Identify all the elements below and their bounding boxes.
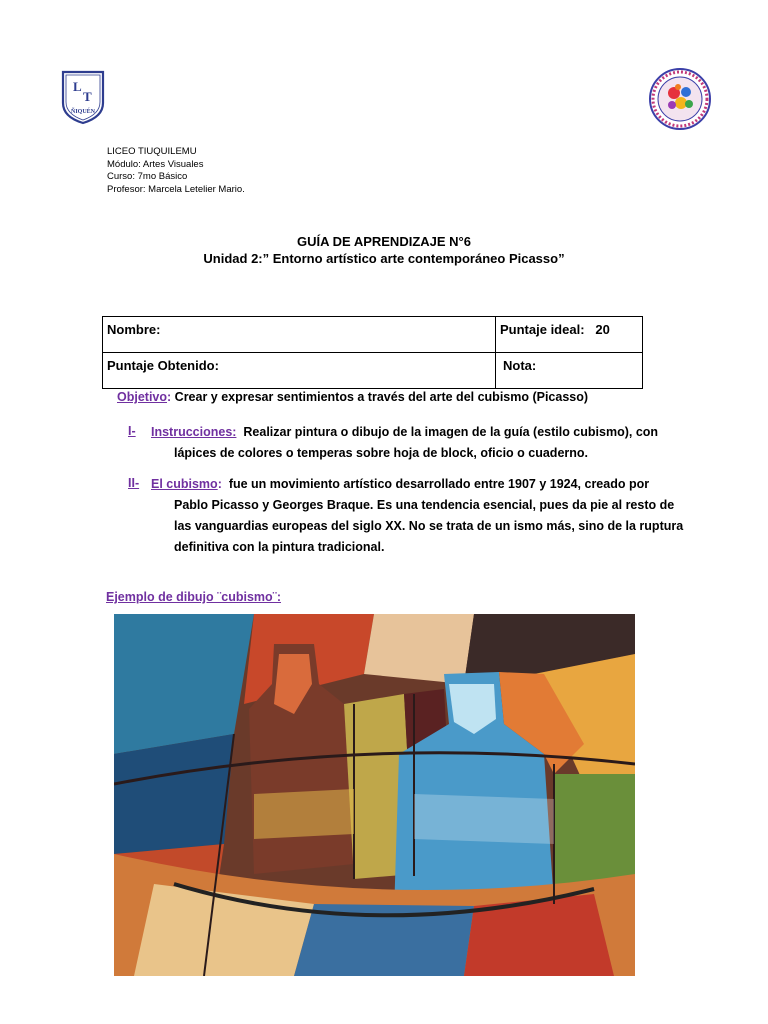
school-name: LICEO TIUQUILEMU (107, 146, 197, 157)
school-seal-logo (648, 67, 712, 131)
cubism-colon: : (217, 477, 222, 491)
section1-paragraph (151, 422, 661, 464)
section1-line2: lápices de colores o temperas sobre hoja de block, oficio o cuaderno. (174, 446, 589, 460)
section-cubism (128, 476, 684, 566)
name-field[interactable] (103, 317, 496, 353)
name-label: Nombre: (107, 322, 161, 337)
grade-field[interactable] (496, 353, 643, 389)
ideal-score-label: Puntaje ideal: 20 (500, 322, 610, 337)
section2-line4: definitiva con la pintura tradicional. (174, 540, 385, 554)
cubism-label: El cubismo (151, 477, 218, 491)
svg-text:T: T (83, 89, 92, 104)
course-line: Curso: 7mo Básico (107, 171, 188, 182)
objective-label: Objetivo (117, 390, 168, 404)
section1-roman: I- (128, 424, 136, 438)
section2-paragraph (151, 474, 684, 558)
svg-text:L: L (73, 79, 82, 94)
module-line: Módulo: Artes Visuales (107, 158, 204, 170)
svg-text:ÑIQUÉN: ÑIQUÉN (70, 109, 96, 115)
school-header-info (107, 146, 245, 196)
teacher-line: Profesor: Marcela Letelier Mario. (107, 183, 245, 195)
unit-title: Unidad 2:” Entorno artístico arte contemporáneo Picasso” (203, 251, 565, 266)
score-table (102, 316, 643, 389)
objective-text: Crear y expresar sentimientos a través del arte del cubismo (Picasso) (171, 390, 589, 404)
grade-label: Nota: (503, 358, 537, 373)
school-shield-logo (60, 69, 106, 125)
guide-title: GUÍA DE APRENDIZAJE N°6 (297, 234, 471, 249)
section2-roman: II- (128, 476, 140, 490)
section2-line3: las vanguardias europeas del siglo XX. No se trata de un ismo más, sino de la ruptura (174, 519, 684, 533)
section-instructions (128, 424, 663, 468)
obtained-score-field[interactable] (103, 353, 496, 389)
ideal-score-cell (496, 317, 643, 353)
cubist-painting-image (114, 614, 635, 976)
objective-line (117, 390, 588, 404)
instructions-label: Instrucciones: (151, 425, 237, 439)
section2-line1: fue un movimiento artístico desarrollado entre 1907 y 1924, creado por (228, 477, 650, 491)
example-label: Ejemplo de dibujo ¨cubismo¨: (106, 590, 281, 604)
section2-line2: Pablo Picasso y Georges Braque. Es una tendencia esencial, pues da pie al resto de (174, 498, 675, 512)
obtained-score-label: Puntaje Obtenido: (107, 358, 219, 373)
section1-line1: Realizar pintura o dibujo de la imagen de la guía (estilo cubismo), con (243, 425, 659, 439)
objective-colon: : (167, 390, 172, 404)
